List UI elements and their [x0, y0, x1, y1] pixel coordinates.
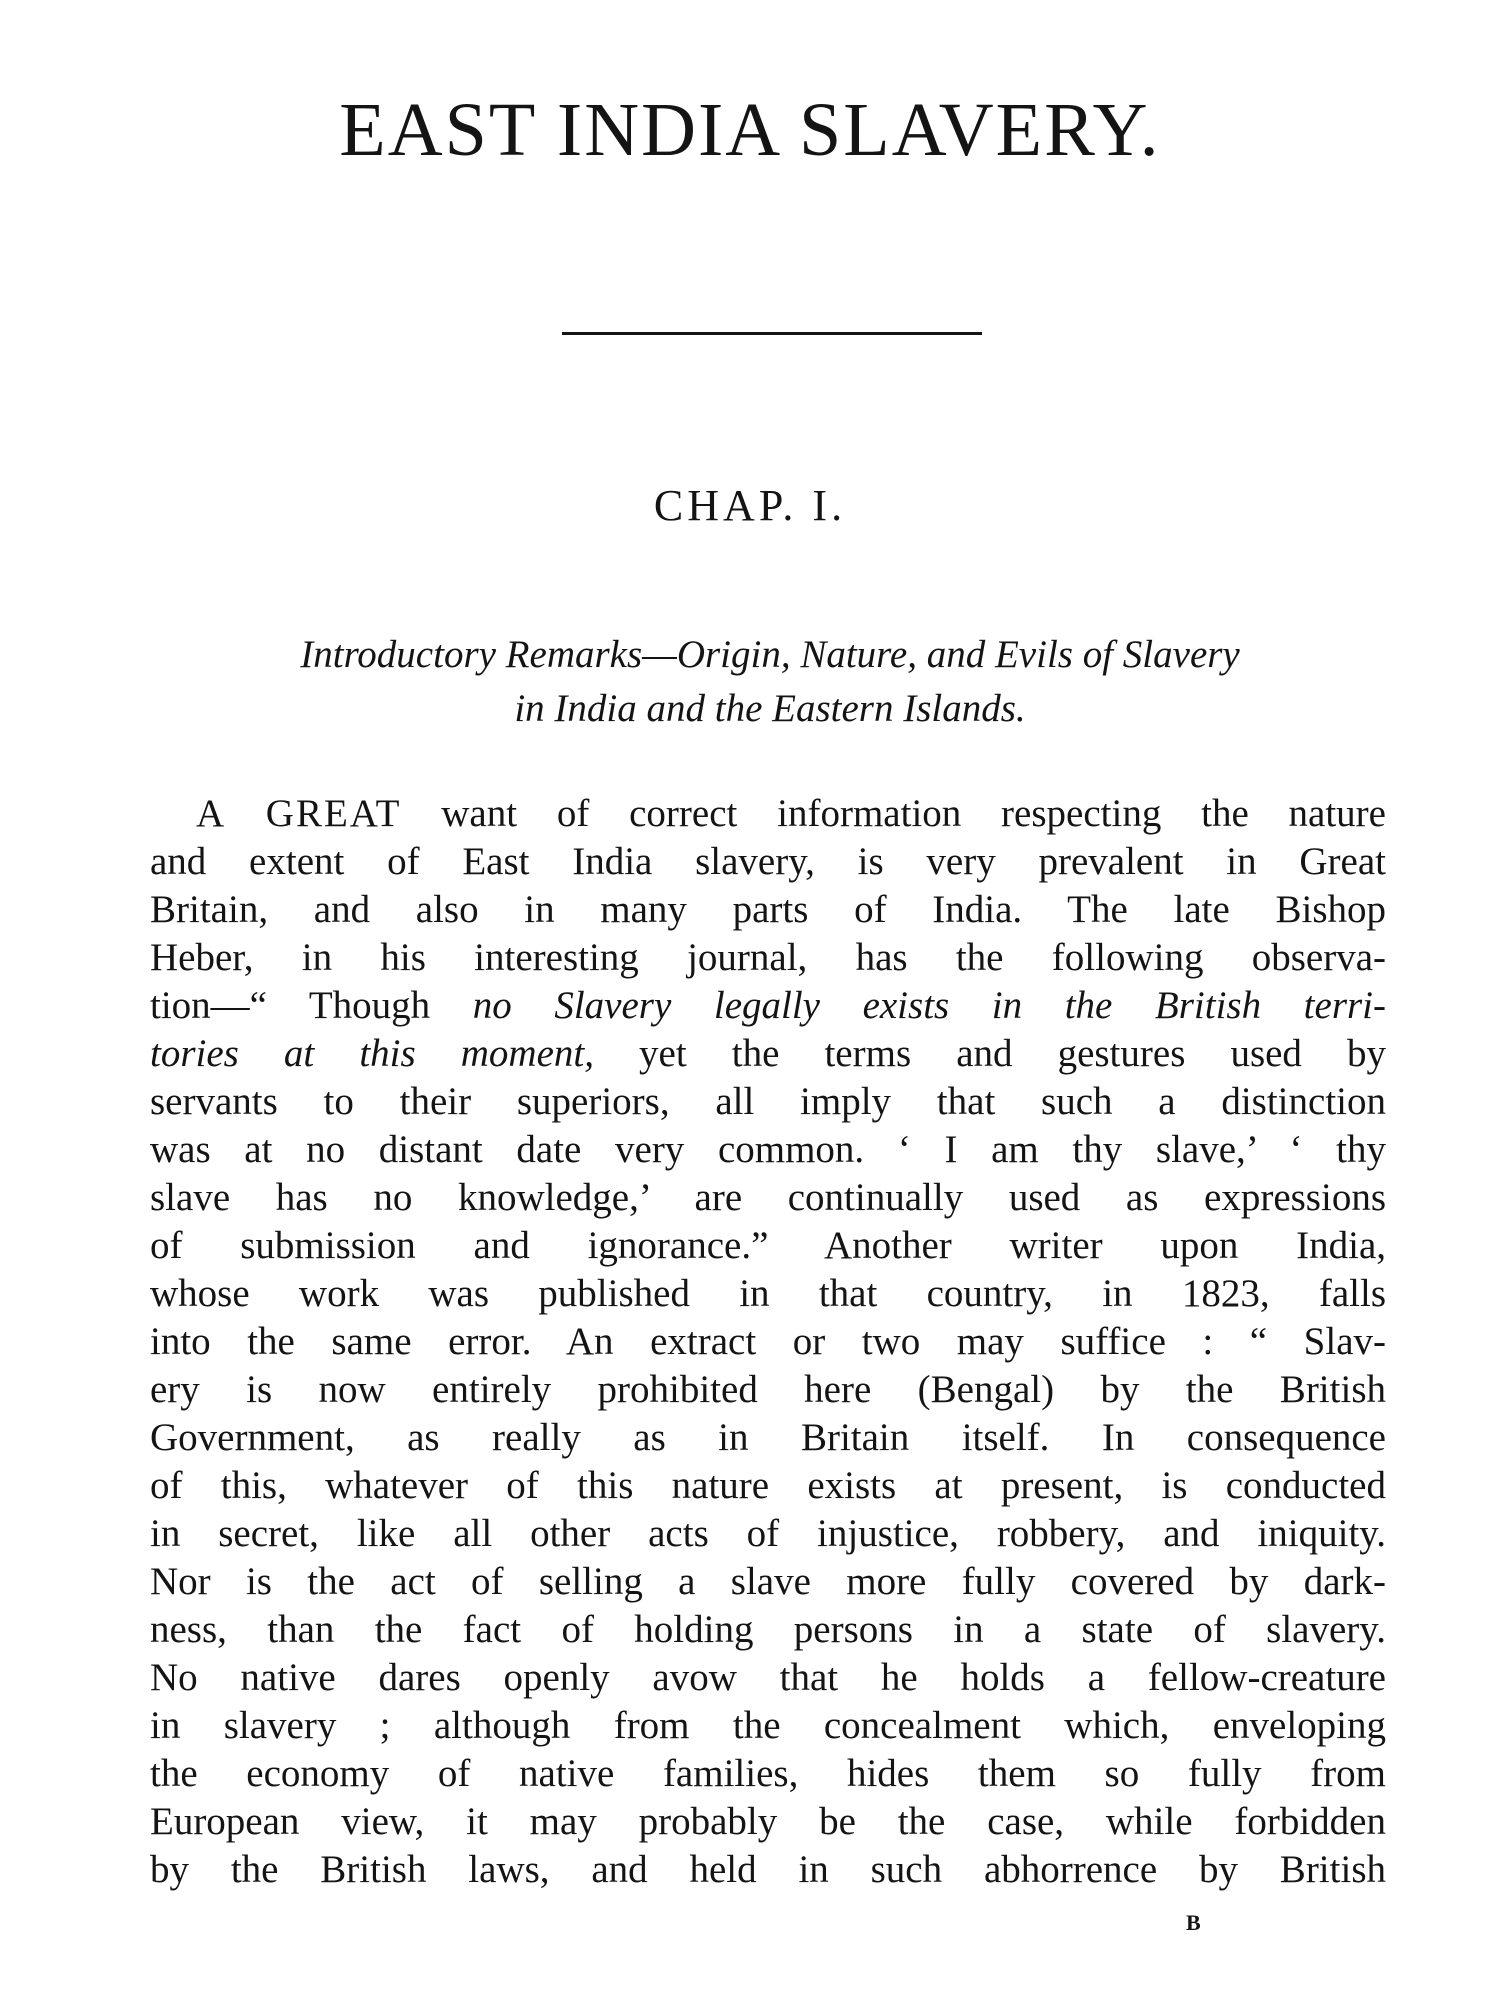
- text-line: European view, it may probably be the case, while forbidden: [150, 1800, 1386, 1843]
- text-fragment: want of correct information respecting the nature: [401, 792, 1386, 835]
- italic-phrase-end: tories at this moment,: [150, 1032, 594, 1075]
- text-line: Heber, in his interesting journal, has the following observa-: [150, 936, 1386, 979]
- chapter-subtitle-line-2: in India and the Eastern Islands.: [514, 687, 1026, 730]
- signature-mark: B: [1186, 1910, 1201, 1935]
- body-paragraph: [150, 790, 1386, 1894]
- text-line: Nor is the act of selling a slave more fully covered by dark-: [150, 1560, 1386, 1603]
- text-line: of submission and ignorance.” Another writer upon India,: [150, 1224, 1386, 1267]
- text-line: Government, as really as in Britain itself. In consequence: [150, 1416, 1386, 1459]
- text-line: whose work was published in that country, in 1823, falls: [150, 1272, 1386, 1315]
- text-line: Britain, and also in many parts of India. The late Bishop: [150, 888, 1386, 931]
- text-line: by the British laws, and held in such abhorrence by British: [150, 1848, 1386, 1891]
- text-line: [150, 790, 1386, 838]
- text-line: ness, than the fact of holding persons in a state of slavery.: [150, 1608, 1386, 1651]
- text-line: in secret, like all other acts of injustice, robbery, and iniquity.: [150, 1512, 1386, 1555]
- title-divider-rule: [562, 332, 982, 335]
- text-line: [150, 1030, 1386, 1078]
- text-line: servants to their superiors, all imply that such a distinction: [150, 1080, 1386, 1123]
- drop-words: A GREAT: [196, 792, 402, 835]
- chapter-subtitle: [150, 628, 1390, 736]
- text-fragment: yet the terms and gestures used by: [593, 1032, 1387, 1075]
- text-line: [150, 982, 1386, 1030]
- text-line: and extent of East India slavery, is very prevalent in Great: [150, 840, 1386, 883]
- text-line: the economy of native families, hides them so fully from: [150, 1752, 1386, 1795]
- text-line: No native dares openly avow that he holds a fellow-creature: [150, 1656, 1386, 1699]
- text-line: slave has no knowledge,’ are continually used as expressions: [150, 1176, 1386, 1219]
- text-line: into the same error. An extract or two may suffice : “ Slav-: [150, 1320, 1386, 1363]
- text-line: was at no distant date very common. ‘ I am thy slave,’ ‘ thy: [150, 1128, 1386, 1171]
- chapter-subtitle-line-1: Introductory Remarks—Origin, Nature, and Evils of Slavery: [300, 633, 1240, 676]
- chapter-heading: CHAP. I.: [653, 481, 847, 530]
- book-title: EAST INDIA SLAVERY.: [339, 88, 1161, 172]
- italic-phrase: no Slavery legally exists in the British terri-: [472, 984, 1387, 1027]
- text-fragment: tion—“ Though: [150, 984, 473, 1027]
- text-line: in slavery ; although from the concealment which, enveloping: [150, 1704, 1386, 1747]
- text-line: of this, whatever of this nature exists at present, is conducted: [150, 1464, 1386, 1507]
- text-line: ery is now entirely prohibited here (Bengal) by the British: [150, 1368, 1386, 1411]
